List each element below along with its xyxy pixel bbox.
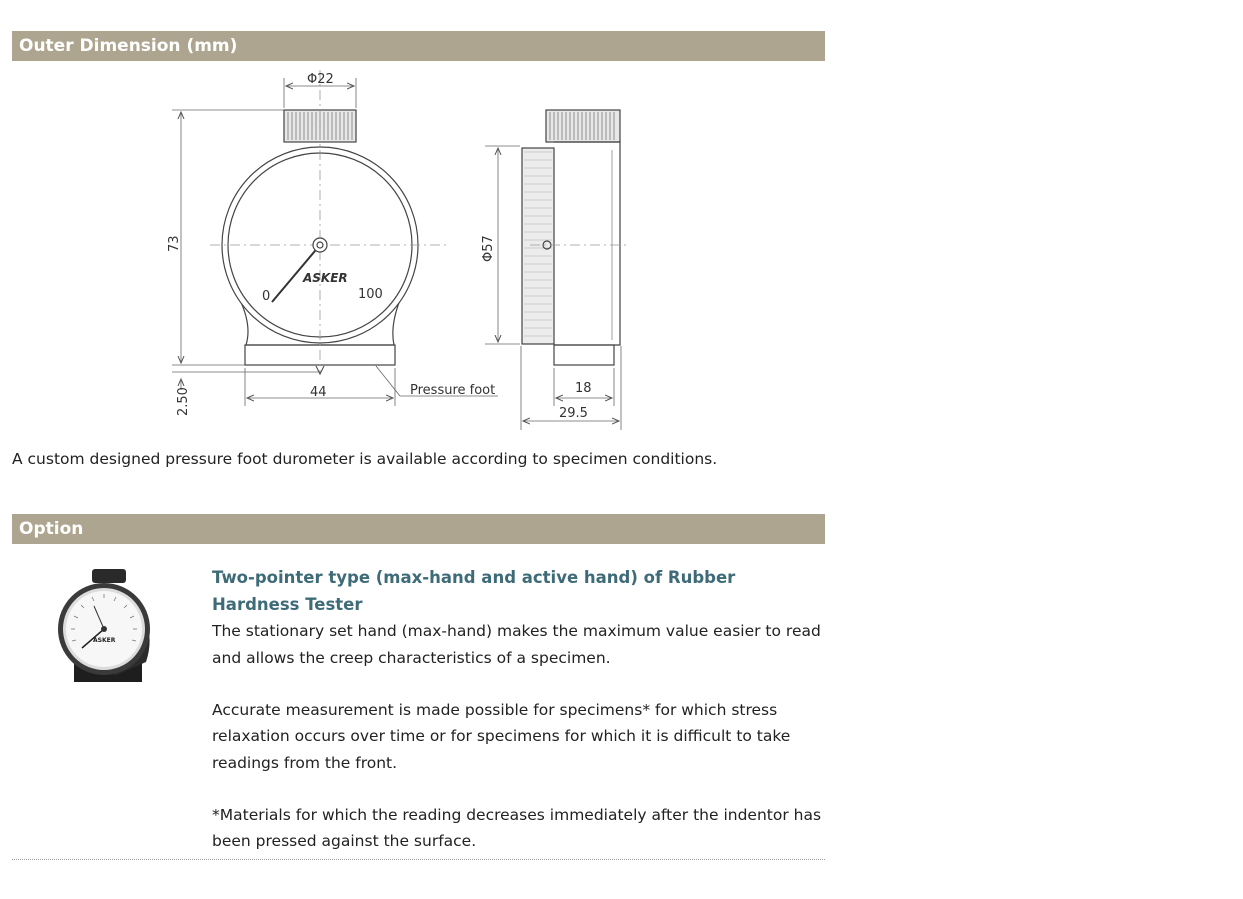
dim-base-width: 44 [310, 385, 327, 400]
dim-side-width: 18 [575, 381, 592, 396]
brand-logo: ASKER [303, 271, 348, 285]
outer-dimension-heading: Outer Dimension (mm) [12, 31, 825, 61]
dim-dial-diameter: Φ57 [481, 235, 496, 262]
option-para-3: *Materials for which the reading decreases immediately after the indentor has been pressed against the surface. [212, 805, 822, 850]
scale-hundred-label: 100 [358, 287, 383, 302]
durometer-photo [54, 566, 158, 688]
option-para-2: Accurate measurement is made possible for specimens* for which stress relaxation occurs over time or for specimens for which it is difficult to take readings from the front. [212, 700, 791, 772]
dim-top-diameter: Φ22 [307, 72, 334, 87]
front-view [210, 70, 450, 375]
option-heading: Option [12, 514, 825, 544]
option-para-1: The stationary set hand (max-hand) makes the maximum value easier to read and allows the creep characteristics of a specimen. [212, 622, 821, 667]
dim-foot-height: 2.50 [176, 387, 191, 416]
scale-zero-label: 0 [262, 289, 271, 304]
dimension-drawing [160, 68, 635, 433]
custom-foot-note: A custom designed pressure foot durometer is available according to specimen conditions. [12, 450, 718, 468]
thumb-brand: ASKER [93, 637, 116, 644]
dim-total-depth: 29.5 [559, 406, 588, 421]
pressure-foot-label: Pressure foot [410, 383, 496, 398]
option-title: Two-pointer type (max-hand and active hand) of Rubber Hardness Tester [212, 568, 736, 614]
side-view [522, 110, 630, 365]
dim-height: 73 [167, 235, 182, 252]
section-divider [12, 859, 825, 860]
option-description [212, 565, 827, 855]
